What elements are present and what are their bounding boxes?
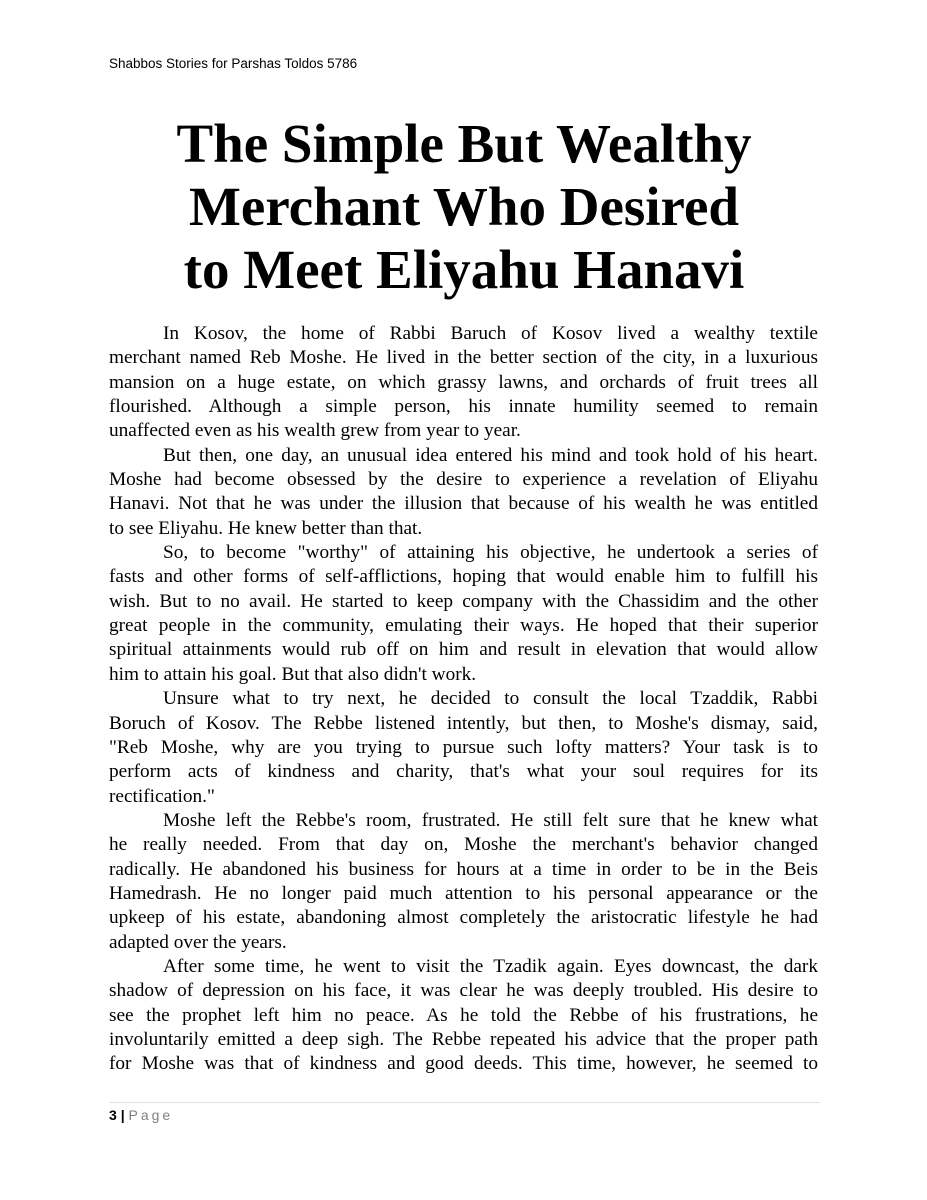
text-line: flourished. Although a simple person, his innate humility seemed to remain	[109, 396, 818, 418]
footer-divider	[109, 1102, 820, 1103]
story-title	[109, 112, 819, 301]
running-header: Shabbos Stories for Parshas Toldos 5786	[109, 56, 358, 71]
text-line: rectification."	[109, 785, 215, 807]
text-line: Hamedrash. He no longer paid much attention to his personal appearance or the	[109, 882, 818, 904]
text-line: upkeep of his estate, abandoning almost completely the aristocratic lifestyle he had	[109, 907, 818, 929]
text-line: for Moshe was that of kindness and good deeds. This time, however, he seemed to	[109, 1053, 818, 1075]
page-footer	[109, 1107, 173, 1123]
text-line: fasts and other forms of self-afflictions, hoping that would enable him to fulfill his	[109, 566, 818, 588]
story-body	[109, 322, 818, 1077]
text-line: "Reb Moshe, why are you trying to pursue such lofty matters? Your task is to	[109, 736, 818, 758]
footer-separator: |	[120, 1107, 125, 1123]
title-line: to Meet Eliyahu Hanavi	[183, 239, 745, 300]
text-line: merchant named Reb Moshe. He lived in the better section of the city, in a luxurious	[109, 347, 818, 369]
text-line: But then, one day, an unusual idea entered his mind and took hold of his heart.	[163, 444, 818, 466]
text-line: Hanavi. Not that he was under the illusion that because of his wealth he was entitled	[109, 493, 818, 515]
title-line: Merchant Who Desired	[189, 176, 739, 237]
text-line: see the prophet left him no peace. As he told the Rebbe of his frustrations, he	[109, 1004, 818, 1026]
text-line: radically. He abandoned his business for hours at a time in order to be in the Beis	[109, 858, 818, 880]
paragraph	[109, 322, 818, 444]
text-line: In Kosov, the home of Rabbi Baruch of Kosov lived a wealthy textile	[163, 323, 818, 344]
text-line: to see Eliyahu. He knew better than that.	[109, 517, 423, 539]
page-label: Page	[128, 1107, 174, 1123]
text-line: Unsure what to try next, he decided to consult the local Tzaddik, Rabbi	[163, 688, 818, 710]
text-line: Moshe left the Rebbe's room, frustrated. He still felt sure that he knew what	[163, 809, 818, 831]
text-line: Boruch of Kosov. The Rebbe listened intently, but then, to Moshe's dismay, said,	[109, 712, 818, 734]
text-line: Moshe had become obsessed by the desire to experience a revelation of Eliyahu	[109, 469, 818, 491]
paragraph	[109, 541, 818, 687]
text-line: great people in the community, emulating their ways. He hoped that their superior	[109, 615, 818, 637]
title-line: The Simple But Wealthy	[176, 113, 752, 174]
paragraph	[109, 955, 818, 1077]
text-line: So, to become "worthy" of attaining his objective, he undertook a series of	[163, 542, 818, 564]
text-line: mansion on a huge estate, on which grassy lawns, and orchards of fruit trees all	[109, 371, 818, 393]
paragraph	[109, 687, 818, 809]
paragraph	[109, 444, 818, 541]
text-line: perform acts of kindness and charity, that's what your soul requires for its	[109, 761, 818, 783]
text-line: spiritual attainments would rub off on him and result in elevation that would allow	[109, 639, 818, 661]
page-number: 3	[109, 1107, 117, 1123]
text-line: adapted over the years.	[109, 931, 287, 953]
text-line: shadow of depression on his face, it was clear he was deeply troubled. His desire to	[109, 980, 818, 1002]
text-line: him to attain his goal. But that also didn't work.	[109, 663, 477, 685]
text-line: unaffected even as his wealth grew from year to year.	[109, 420, 521, 442]
text-line: he really needed. From that day on, Moshe the merchant's behavior changed	[109, 834, 818, 856]
text-line: wish. But to no avail. He started to keep company with the Chassidim and the other	[109, 590, 818, 612]
text-line: involuntarily emitted a deep sigh. The Rebbe repeated his advice that the proper path	[109, 1028, 818, 1050]
paragraph	[109, 809, 818, 955]
text-line: After some time, he went to visit the Tzadik again. Eyes downcast, the dark	[163, 955, 818, 977]
